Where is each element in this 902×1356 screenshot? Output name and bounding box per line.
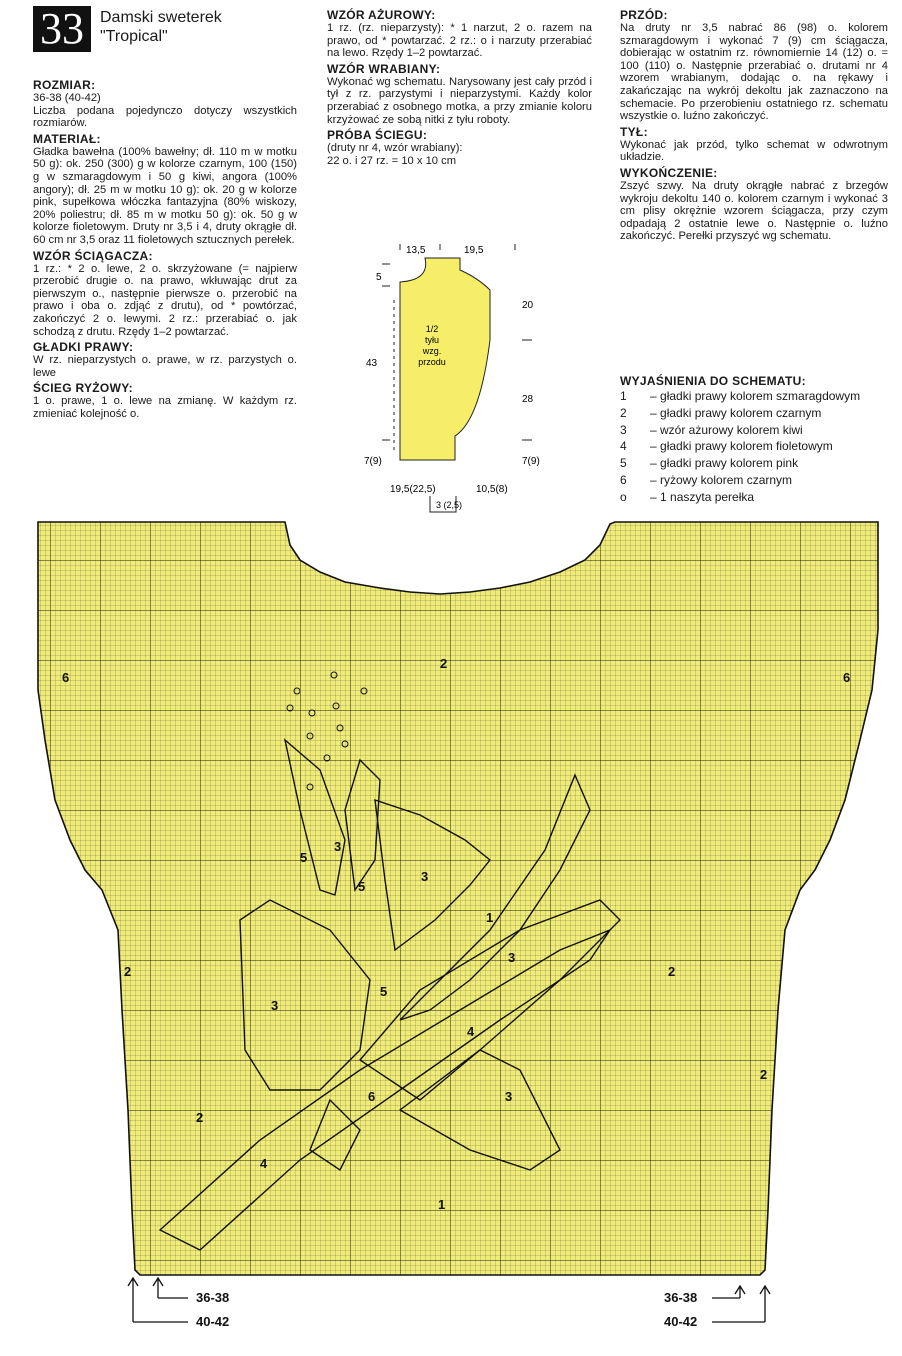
schema-neck-depth: 5	[376, 272, 382, 283]
legend-dash: –	[650, 405, 661, 420]
legend-title: WYJAŚNIENIA DO SCHEMATU:	[620, 374, 806, 388]
paragraph: 1 rz.: * 2 o. lewe, 2 o. skrzyżowane (= najpierw przerobić drugie o. na prawo, wkłuwając drut za pierwszym o., następnie pierwsze o. przerobić na prawo i oba o. zdjąć z drutu), od * powtórzać, zakończyć 2 o. lewymi. 2 rz.: przerabiać o. jak schodzą z drutu. Rzędy 1–2 powtarzać.	[33, 262, 297, 338]
legend-key: 4	[620, 439, 627, 454]
chart-legend	[620, 372, 890, 506]
title-line-2: "Tropical"	[100, 28, 168, 45]
region-label: 3	[271, 998, 279, 1013]
legend-label: gładki prawy kolorem fioletowym	[660, 439, 833, 454]
region-label: 6	[368, 1089, 376, 1104]
legend-dash: –	[650, 422, 661, 437]
legend-item	[620, 455, 890, 472]
legend-item	[620, 388, 890, 405]
section-heading: ROZMIAR:	[33, 78, 96, 92]
section-heading: WZÓR ŚCIĄGACZA:	[33, 248, 153, 263]
size-labels	[196, 1290, 697, 1329]
legend-key: 2	[620, 405, 627, 420]
region-label: 3	[421, 869, 429, 884]
section-heading: WYKOŃCZENIE:	[620, 165, 718, 180]
schema-step: 3 (2,5)	[436, 500, 463, 510]
section-heading: WZÓR AŻUROWY:	[327, 8, 436, 22]
region-label: 4	[260, 1156, 268, 1171]
schema-top-right: 19,5	[464, 245, 484, 256]
region-label: 2	[440, 656, 448, 671]
size-arrow-large-right	[760, 1286, 770, 1322]
region-label: 1	[438, 1197, 446, 1212]
schema-total-height: 43	[366, 358, 378, 369]
legend-dash: –	[650, 489, 661, 504]
region-label: 6	[843, 670, 851, 685]
region-label: 3	[334, 839, 342, 854]
region-label: 3	[508, 950, 516, 965]
text-column-left	[33, 76, 297, 420]
section-heading: PRÓBA ŚCIEGU:	[327, 128, 428, 143]
region-label: 3	[505, 1089, 513, 1104]
paragraph: 22 o. i 27 rz. = 10 x 10 cm	[327, 154, 457, 167]
schema-shape-label-3: wzg.	[422, 346, 442, 356]
schema-shape-label-4: przodu	[418, 357, 446, 367]
region-label: 2	[760, 1067, 768, 1082]
region-label: 5	[380, 984, 388, 999]
legend-item	[620, 405, 890, 422]
paragraph: W rz. nieparzystych o. prawe, w rz. parzystych o. lewe	[33, 354, 297, 379]
size-label-large-left: 40-42	[196, 1314, 230, 1329]
paragraph: Zszyć szwy. Na druty okrągłe nabrać z brzegów wykroju dekoltu 140 o. kolorem czarnym i wykonać 3 cm plisy okrężnie wzorem ściągacza, przy czym odpadają 2 ostatnie lewe o. Następnie o. luźno zakończyć. Perełki przyszyć wg schematu.	[620, 179, 888, 243]
paragraph: Wykonać jak przód, tylko schemat w odwrotnym układzie.	[620, 138, 888, 164]
legend-key: 6	[620, 472, 627, 487]
legend-item	[620, 422, 890, 439]
region-label: 2	[668, 964, 676, 979]
section-heading: GŁADKI PRAWY:	[33, 340, 134, 355]
size-label-large-right: 40-42	[664, 1314, 698, 1329]
schema-top-left: 13,5	[406, 245, 426, 256]
text-column-right	[620, 6, 888, 243]
region-label: 6	[62, 670, 70, 685]
section-heading: WZÓR WRABIANY:	[327, 61, 441, 76]
schema-sleeve-width: 10,5(8)	[476, 484, 508, 495]
size-arrow-large-left	[128, 1278, 138, 1322]
legend-key: 5	[620, 456, 627, 471]
region-label: 2	[124, 964, 132, 979]
region-label: 5	[300, 850, 308, 865]
schema-shape-label-2: tyłu	[424, 335, 440, 345]
schema-rib-right: 7(9)	[522, 456, 540, 467]
paragraph: Liczba podana pojedynczo dotyczy wszystkich rozmiarów.	[33, 104, 297, 130]
paragraph: 36-38 (40-42)	[33, 92, 101, 104]
size-arrow-small-right	[735, 1286, 745, 1298]
region-label: 2	[196, 1110, 204, 1125]
title-line-1: Damski sweterek	[100, 9, 222, 26]
paragraph: (druty nr 4, wzór wrabiany):	[327, 142, 463, 155]
legend-label: wzór ażurowy kolorem kiwi	[660, 422, 803, 437]
knitting-chart	[0, 510, 902, 1356]
legend-key: 3	[620, 422, 627, 437]
schema-bottom-width: 19,5(22,5)	[390, 484, 436, 495]
size-label-small-right: 36-38	[664, 1290, 698, 1305]
legend-dash: –	[650, 472, 661, 487]
legend-dash: –	[650, 389, 661, 403]
pattern-number-badge: 33	[33, 6, 91, 52]
legend-item	[620, 489, 890, 506]
region-label: 5	[358, 879, 366, 894]
text-column-middle	[327, 6, 592, 167]
schema-rib-left: 7(9)	[364, 456, 382, 467]
paragraph: Wykonać wg schematu. Narysowany jest cały przód i tył z rz. parzystymi i nieparzystymi. Każdy kolor przerabiać z osobnego motka, a przy zmianie koloru krzyżować ze sobą nitki z tyłu roboty.	[327, 75, 592, 126]
legend-label: gładki prawy kolorem szmaragdowym	[660, 389, 861, 403]
paragraph: 1 o. prawe, 1 o. lewe na zmianę. W każdym rz. zmieniać kolejność o.	[33, 395, 297, 420]
section-heading: PRZÓD:	[620, 8, 668, 22]
paragraph: 1 rz. (rz. nieparzysty): * 1 narzut, 2 o. razem na prawo, od * powtarzać. 2 rz.: o i narzuty przerabiać na lewo. Rzędy 1–2 powtarzać.	[327, 22, 592, 60]
legend-label: gładki prawy kolorem czarnym	[660, 405, 822, 420]
schema-lower-right: 28	[522, 394, 534, 405]
region-label: 1	[486, 910, 494, 925]
garment-schema	[360, 240, 560, 520]
legend-key: o	[620, 489, 627, 504]
legend-item	[620, 438, 890, 455]
region-label: 4	[467, 1024, 475, 1039]
legend-item	[620, 472, 890, 489]
legend-label: gładki prawy kolorem pink	[660, 456, 799, 471]
legend-label: ryżowy kolorem czarnym	[660, 472, 793, 487]
paragraph: Na druty nr 3,5 nabrać 86 (98) o. kolorem szmaragdowym i wykonać 7 (9) cm ściągacza, dobierając w ostatnim rz. równomiernie 14 (12) o. = 100 (110) o. Następnie przerabiać o. drutami nr 4 wzorem wrabianym, dodając o. na rękawy i zakańczając na wykrój dekoltu jak zaznaczono na schemacie. Po przerobieniu ostatniego rz. schematu wszystkie o. luźno zakończyć.	[620, 22, 888, 123]
legend-dash: –	[650, 456, 661, 471]
schema-shape-label-1: 1/2	[425, 324, 439, 334]
schema-upper-right: 20	[522, 300, 534, 311]
paragraph: Gładka bawełna (100% bawełny; dł. 110 m w motku 50 g): ok. 250 (300) g w kolorze czarnym, 100 (150) g w szmaragdowym i 50 g kiwi, angora (100% angory); dł. 25 m w motku 10 g): ok. 20 g w kolorze pink, supełkowa włóczka fantazyjna (80% wiskozy, 20% poliestru; dł. 85 m w motku 50 g): ok. 50 g w kolorze fioletowym. Druty nr 3,5 i 4, druty okrągłe dł. 60 cm nr 3,5 oraz 11 fioletowych sztucznych perełek.	[33, 145, 297, 246]
legend-key: 1	[620, 389, 627, 403]
section-heading: ŚCIEG RYŻOWY:	[33, 381, 133, 396]
section-heading: MATERIAŁ:	[33, 131, 101, 146]
legend-label: 1 naszyta perełka	[660, 489, 755, 504]
legend-dash: –	[650, 439, 661, 454]
size-arrow-small-left	[153, 1278, 163, 1298]
legend-list	[620, 388, 890, 506]
section-heading: TYŁ:	[620, 124, 648, 139]
size-label-small-left: 36-38	[196, 1290, 230, 1305]
pattern-title	[100, 8, 222, 46]
